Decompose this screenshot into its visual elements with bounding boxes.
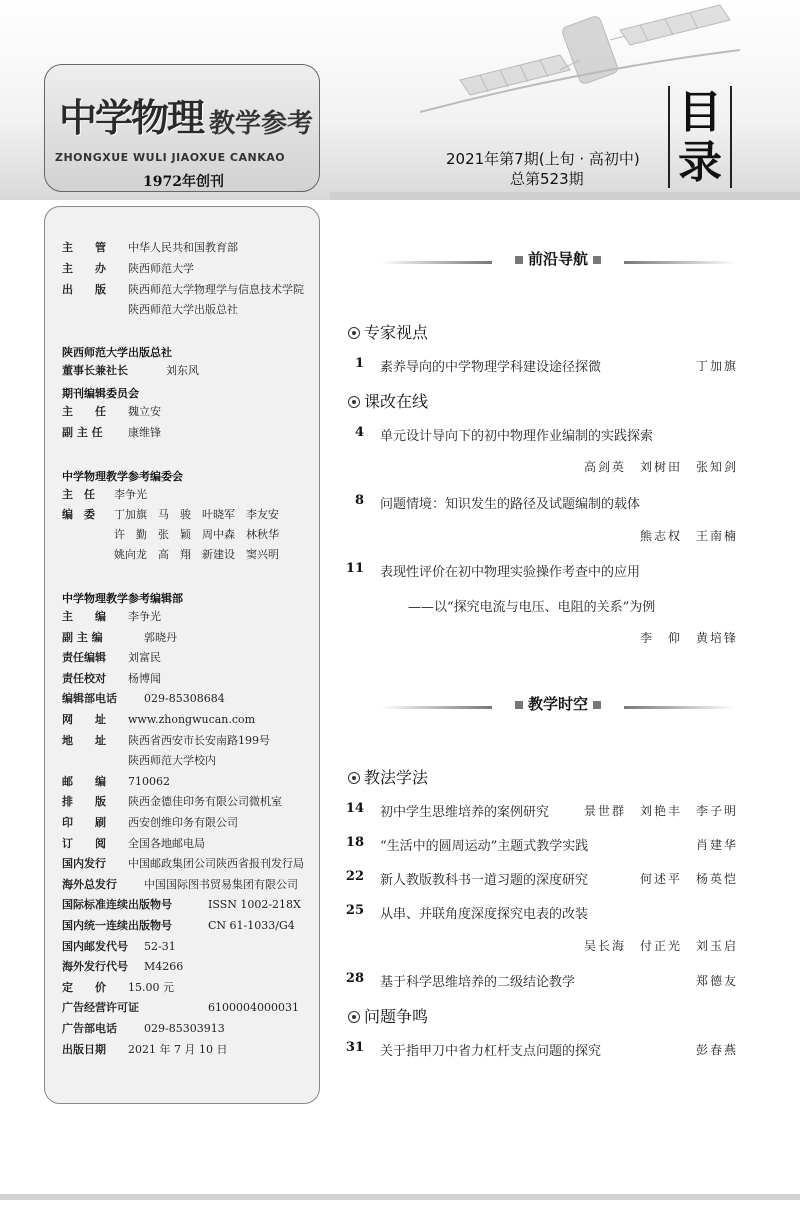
masthead-row: 副 主 编 郭晓丹 [62,630,177,644]
article-title[interactable]: 从串、并联角度深度探究电表的改装 [380,907,589,922]
masthead-row: 国内统一连续出版物号 CN 61-1033/G4 [62,919,295,932]
masthead-row: 主 管 中华人民共和国教育部 [62,241,238,254]
section-band-frontier [380,250,736,268]
masthead-row: 董事长兼社长 刘东风 [62,364,199,377]
article-title[interactable]: 新人教版教科书一道习题的深度研究 [380,873,589,888]
footer-bar [0,1194,800,1200]
article-page: 22 [345,869,364,884]
logo-title: 中学物理 [59,95,204,140]
masthead-row: 主 任 魏立安 [62,405,161,418]
article-authors: 高剑英 刘树田 张知剑 [583,460,738,474]
masthead-row: 主 编 李争光 [62,610,161,623]
article-page: 14 [345,801,364,816]
masthead-row: 网 址 www.zhongwucan.com [62,713,256,726]
masthead-row: 广告部电话 029-85303913 [62,1022,225,1035]
article-page: 25 [345,903,364,918]
journal-logo [44,64,320,192]
article-page: 8 [354,493,364,508]
masthead-row: 排 版 陕西金德佳印务有限公司微机室 [62,795,282,809]
category-expert-view: 专家视点 [348,320,428,343]
header-divider [330,192,800,200]
masthead-row: 编辑部电话 029-85308684 [62,692,225,706]
article-title[interactable]: 基于科学思维培养的二级结论教学 [380,975,576,990]
bullet-icon [348,772,360,784]
article-title[interactable]: 素养导向的中学物理学科建设途径探微 [380,360,602,375]
founded-year: 1972年创刊 [143,174,224,190]
masthead-row: 海外总发行 中国国际图书贸易集团有限公司 [62,877,298,891]
category-debate: 问题争鸣 [348,1004,428,1027]
publisher-heading: 陕西师范大学出版总社 [62,346,172,359]
bullet-icon [348,327,360,339]
section-band-teaching [380,695,736,713]
masthead-row: 海外发行代号 M4266 [62,960,184,974]
masthead-row: 责任校对 杨博闻 [62,671,161,685]
category-teaching-methods: 教法学法 [348,765,428,788]
masthead-row: 广告经营许可证 6100004000031 [62,1001,299,1015]
masthead-row: 副 主 任 康维锋 [62,426,161,439]
article-page: 11 [345,561,364,576]
article-authors: 李 仰 黄培锋 [639,631,738,645]
masthead-row: 出 版 陕西师范大学物理学与信息技术学院 [62,283,304,296]
toc-title: 目录 [678,87,722,188]
article-authors: 丁加旗 [695,359,738,373]
masthead-row: 地 址 陕西省西安市长安南路199号 [62,733,270,747]
masthead-row: 陕西师范大学出版总社 [128,303,238,316]
masthead-row: 出版日期 2021 年 7 月 10 日 [62,1042,228,1056]
section-title: 前沿导航 [500,248,616,269]
masthead-row: 责任编辑 刘富民 [62,651,161,665]
article-title[interactable]: 问题情境：知识发生的路径及试题编制的载体 [380,497,641,512]
article-page: 18 [345,835,364,850]
article-page: 31 [345,1040,364,1055]
article-page: 28 [345,971,364,986]
article-title[interactable]: 单元设计导向下的初中物理作业编制的实践探索 [380,429,654,444]
article-page: 1 [354,356,364,371]
article-title[interactable]: “生活中的圆周运动”主题式教学实践 [380,839,589,854]
total-issue: 总第523期 [510,170,584,188]
masthead-row: 国内发行 中国邮政集团公司陕西省报刊发行局 [62,857,304,871]
article-subtitle: ——以“探究电流与电压、电阻的关系”为例 [408,600,656,615]
committee-heading: 期刊编辑委员会 [62,387,139,400]
article-authors: 景世群 刘艳丰 李子明 [584,804,739,818]
bullet-icon [348,396,360,408]
masthead-row: 姚向龙 高 翔 新建设 窦兴明 [114,548,279,561]
article-authors: 熊志权 王南楠 [639,529,738,543]
masthead-row: 国际标准连续出版物号 ISSN 1002-218X [62,898,301,912]
masthead-row: 印 刷 西安创维印务有限公司 [62,816,238,829]
article-title[interactable]: 表现性评价在初中物理实验操作考查中的应用 [380,565,641,580]
logo-subtitle: 教学参考 [209,109,314,139]
masthead-row: 订 阅 全国各地邮电局 [62,836,205,850]
masthead-row: 陕西师范大学校内 [128,754,216,768]
masthead-row: 国内邮发代号 52-31 [62,939,176,953]
article-title[interactable]: 初中学生思维培养的案例研究 [380,805,550,820]
editorial-board-heading: 中学物理教学参考编委会 [62,470,183,483]
masthead-row: 编 委 丁加旗 马 骏 叶晓军 李友安 [62,508,279,521]
editorial-office-heading: 中学物理教学参考编辑部 [62,592,183,605]
issue-number: 2021年第7期(上旬 · 高初中) [446,150,640,168]
article-authors: 彭春燕 [695,1043,738,1057]
masthead-row: 定 价 15.00 元 [62,980,174,994]
article-page: 4 [354,425,364,440]
masthead-row: 邮 编 710062 [62,774,170,788]
masthead-row: 主 办 陕西师范大学 [62,262,194,275]
article-authors: 肖建华 [695,838,738,852]
article-title[interactable]: 关于指甲刀中省力杠杆支点问题的探究 [380,1044,602,1059]
article-authors: 吴长海 付正光 刘玉启 [583,939,738,953]
article-authors: 何述平 杨英恺 [639,872,738,886]
logo-pinyin: ZHONGXUE WULI JIAOXUE CANKAO [55,151,286,164]
masthead-row: 许 勤 张 颖 周中森 林秋华 [114,528,279,541]
bullet-icon [348,1011,360,1023]
masthead-row: 主 任 李争光 [62,488,147,501]
category-curriculum-reform: 课改在线 [348,389,428,412]
article-authors: 郑德友 [695,974,738,988]
section-title: 教学时空 [500,693,616,714]
